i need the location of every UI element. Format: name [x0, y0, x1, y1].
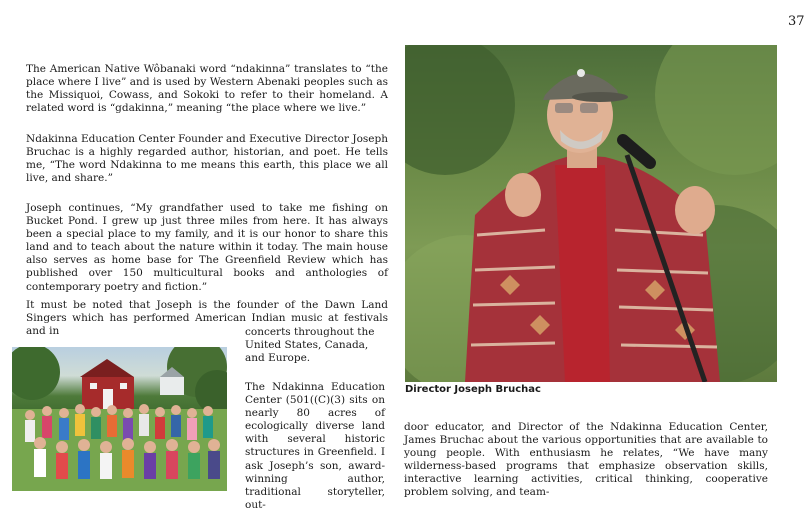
paragraph-joseph-continues: Joseph continues, “My grandfather used to take me fishing on Bucket Pond. I grew up just three miles from here. It has always been a special place to my family, and it is our honor to share this land and to teach about the nature within it today. The main house also serves as home base for The Greenfield Review which has published over 150 multicultural books and anthologies of contemporary poetry and fiction.”: [26, 202, 388, 293]
paragraph-dawn-land-singers: It must be noted that Joseph is the founder of the Dawn Land Singers which has performed American Indian music at festivals and in: [26, 299, 388, 338]
paragraph-ndakinna-meaning: The American Native Wôbanaki word “ndakinna” translates to “the place where I live” and is used by Western Abenaki peoples such as the Missiquoi, Cowass, and Sokoki to refer to their homeland. A related word is “gdakinna,” meaning “the place where we live.”: [26, 63, 388, 115]
paragraph-education-center: The Ndakinna Education Center (501((C)(3) sits on nearly 80 acres of ecologically diverse land with several historic structures in Greenfield. I ask Joseph’s son, award-winning author, traditional storyteller, out-: [245, 381, 385, 511]
director-photo-illustration: [405, 45, 777, 382]
photo-caption: Director Joseph Bruchac: [405, 384, 541, 395]
paragraph-programs: door educator, and Director of the Ndakinna Education Center, James Bruchac about the various opportunities that are available to young people. With enthusiasm he relates, “We have many wilderness-based programs that emphasize observation skills, interactive learning activities, critical thinking, cooperative problem solving, and team-: [404, 421, 768, 499]
director-photo: [405, 45, 777, 382]
group-photo: [12, 347, 227, 491]
paragraph-dawn-land-singers-continued: concerts throughout the United States, Canada, and Europe.: [245, 326, 375, 365]
group-photo-illustration: [12, 347, 227, 491]
page-number: 37: [788, 14, 805, 29]
paragraph-founder-intro: Ndakinna Education Center Founder and Executive Director Joseph Bruchac is a highly regarded author, historian, and poet. He tells me, “The word Ndakinna to me means this earth, this place we all live, and share.”: [26, 133, 388, 185]
